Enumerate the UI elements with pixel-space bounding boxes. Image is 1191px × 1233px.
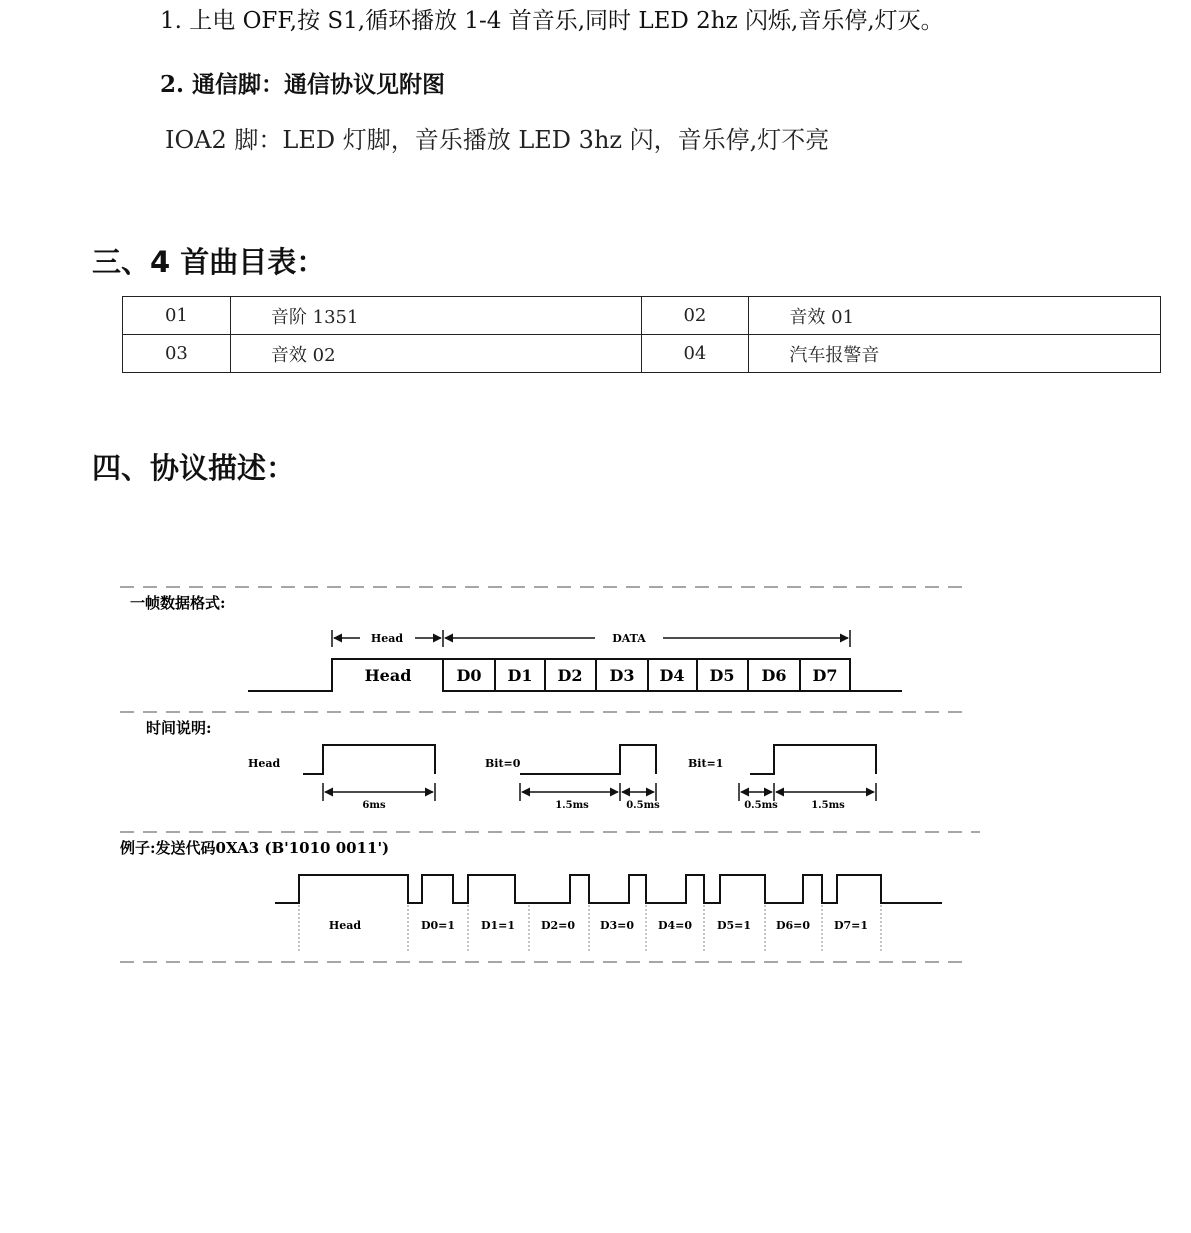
frame-span-arrows — [332, 630, 850, 647]
example-label-d1: D1=1 — [480, 919, 516, 932]
timing-bit0-high: 0.5ms — [626, 800, 660, 811]
frame-cell-d5: D5 — [709, 666, 735, 685]
track-number: 04 — [641, 335, 749, 373]
track-number: 01 — [123, 297, 231, 335]
frame-cell-d2: D2 — [557, 666, 583, 685]
head-span-label: Head — [370, 632, 404, 645]
track-table — [122, 296, 1161, 373]
frame-cell-d7: D7 — [812, 666, 838, 685]
example-label-d6: D6=0 — [775, 919, 811, 932]
section-title-track-list: 三、4 首曲目表： — [92, 245, 326, 279]
data-span-label: DATA — [612, 632, 646, 645]
table-row — [123, 335, 1161, 373]
example-waveform — [275, 875, 942, 903]
timing-bit0-label: Bit=0 — [485, 757, 521, 770]
table-row — [123, 297, 1161, 335]
timing-head-duration: 6ms — [362, 800, 386, 811]
frame-cell-d4: D4 — [659, 666, 685, 685]
timing-dimension-arrows — [323, 783, 876, 801]
example-label-head: Head — [328, 919, 362, 932]
frame-cell-d3: D3 — [609, 666, 635, 685]
frame-cell-d0: D0 — [456, 666, 482, 685]
example-label-d5: D5=1 — [716, 919, 752, 932]
instruction-comm-pin: 2. 通信脚：通信协议见附图 — [160, 71, 446, 98]
frame-cell-d6: D6 — [761, 666, 787, 685]
timing-bit1-label: Bit=1 — [688, 757, 724, 770]
example-label-d2: D2=0 — [540, 919, 576, 932]
frame-format-title: 一帧数据格式: — [130, 594, 226, 612]
track-number: 02 — [641, 297, 749, 335]
example-label-d0: D0=1 — [420, 919, 456, 932]
track-number: 03 — [123, 335, 231, 373]
track-name: 音阶 1351 — [230, 297, 641, 335]
frame-cell-d1: D1 — [507, 666, 533, 685]
frame-cell-head: Head — [364, 666, 412, 685]
instruction-power-on: 1. 上电 OFF,按 S1,循环播放 1-4 首音乐,同时 LED 2hz 闪烁,音乐停,灯灭。 — [160, 8, 944, 34]
section-title-protocol: 四、协议描述： — [92, 451, 296, 485]
track-name: 汽车报警音 — [749, 335, 1161, 373]
instruction-led-pin: IOA2 脚：LED 灯脚，音乐播放 LED 3hz 闪，音乐停,灯不亮 — [165, 126, 830, 154]
timing-title: 时间说明: — [146, 719, 212, 737]
timing-bit1-low: 0.5ms — [744, 800, 778, 811]
example-title: 例子:发送代码0XA3 (B'1010 0011') — [120, 839, 390, 857]
timing-bit0-low: 1.5ms — [555, 800, 589, 811]
example-label-d4: D4=0 — [657, 919, 693, 932]
example-label-d3: D3=0 — [599, 919, 635, 932]
example-label-d7: D7=1 — [833, 919, 869, 932]
timing-bit1-high: 1.5ms — [811, 800, 845, 811]
timing-waveforms — [303, 745, 876, 774]
track-name: 音效 02 — [230, 335, 641, 373]
timing-head-label: Head — [248, 757, 281, 770]
protocol-diagram — [110, 575, 990, 975]
track-name: 音效 01 — [749, 297, 1161, 335]
